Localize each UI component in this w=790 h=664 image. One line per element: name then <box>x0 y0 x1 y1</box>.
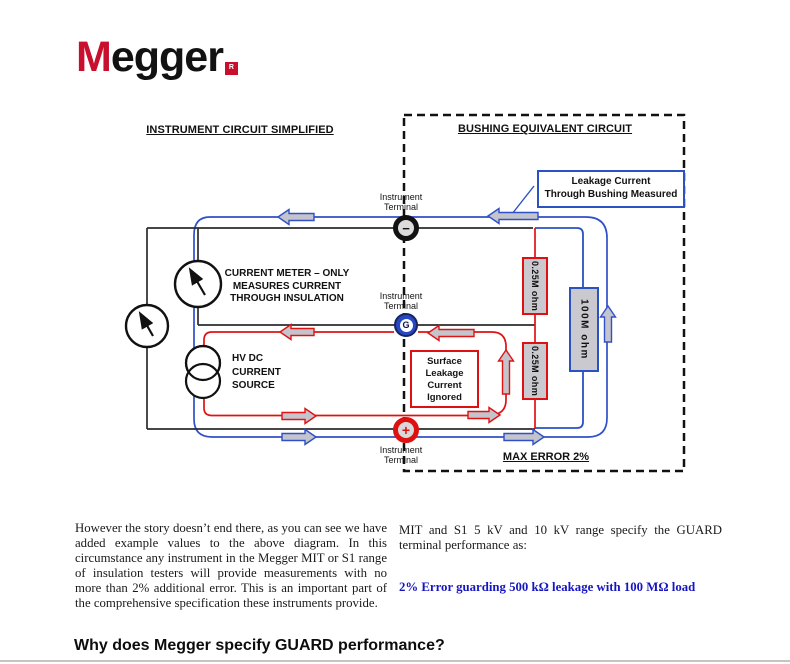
guard-terminal <box>394 313 418 337</box>
flow-arrow-right <box>282 409 316 424</box>
flow-arrow-right <box>468 408 500 423</box>
hv-dc-source-symbol <box>186 346 220 398</box>
hv-dc-source-label: HV DC CURRENT SOURCE <box>232 353 281 391</box>
guard-terminal-label: Instrument Terminal <box>379 291 423 311</box>
negative-terminal <box>393 215 419 241</box>
flow-arrow-left <box>280 325 314 340</box>
plus-sign: + <box>401 422 411 438</box>
positive-terminal-label: Instrument Terminal <box>379 445 423 465</box>
flow-arrow-left <box>488 209 538 224</box>
resistor-100m-load: 100M ohm <box>569 287 599 372</box>
right-diagram-title: BUSHING EQUIVALENT CIRCUIT <box>457 123 633 135</box>
guard-spec-highlight: 2% Error guarding 500 kΩ leakage with 100 MΩ load <box>399 580 696 594</box>
surface-box-line1: Surface <box>427 356 462 367</box>
body-paragraph-right: MIT and S1 5 kV and 10 kV range specify the GUARD terminal performance as: <box>399 523 722 553</box>
surface-leakage-box <box>410 350 479 408</box>
registered-trademark-badge: R <box>225 62 238 75</box>
surface-box-line4: Ignored <box>427 392 462 403</box>
leakage-box-line1: Leakage Current <box>571 176 651 187</box>
flow-arrow-right <box>504 430 544 445</box>
guard-sign: G <box>402 320 410 330</box>
page-bottom-rule <box>0 660 790 662</box>
megger-logo <box>76 34 238 80</box>
flow-arrows <box>278 209 616 445</box>
flow-arrow-right <box>282 430 316 445</box>
section-heading: Why does Megger specify GUARD performance? <box>74 637 445 654</box>
logo-text: egger <box>110 33 223 81</box>
resistor-025m-top: 0.25M ohm <box>522 257 548 315</box>
leakage-measured-box <box>537 170 685 208</box>
leakage-callout-line <box>512 186 534 214</box>
flow-arrow-up <box>601 306 616 342</box>
flow-arrow-left <box>278 210 314 225</box>
left-diagram-title: INSTRUMENT CIRCUIT SIMPLIFIED <box>146 124 334 136</box>
positive-terminal <box>393 417 419 443</box>
negative-terminal-label: Instrument Terminal <box>379 192 423 212</box>
surface-box-line3: Current <box>427 380 462 391</box>
max-error-label: MAX ERROR 2% <box>502 451 590 463</box>
resistor-025m-bottom: 0.25M ohm <box>522 342 548 400</box>
body-paragraph-left: However the story doesn’t end there, as you can see we have added example values to the above diagram. In this circumstance any instrument in the Megger MIT or S1 range of insulation testers will provide measurements with no more than 2% additional error. This is an important part of the comprehensive specification these instruments provide. <box>75 521 387 611</box>
flow-arrow-left <box>428 326 474 341</box>
leakage-wires <box>204 228 535 429</box>
current-meter-label: CURRENT METER – ONLY MEASURES CURRENT THROUGH INSULATION <box>224 268 350 304</box>
logo-letter-m: M <box>76 33 111 81</box>
negative-sign: − <box>402 220 410 236</box>
surface-box-line2: Leakage <box>425 368 464 379</box>
leakage-box-line2: Through Bushing Measured <box>544 189 678 200</box>
flow-arrow-up <box>499 350 514 394</box>
